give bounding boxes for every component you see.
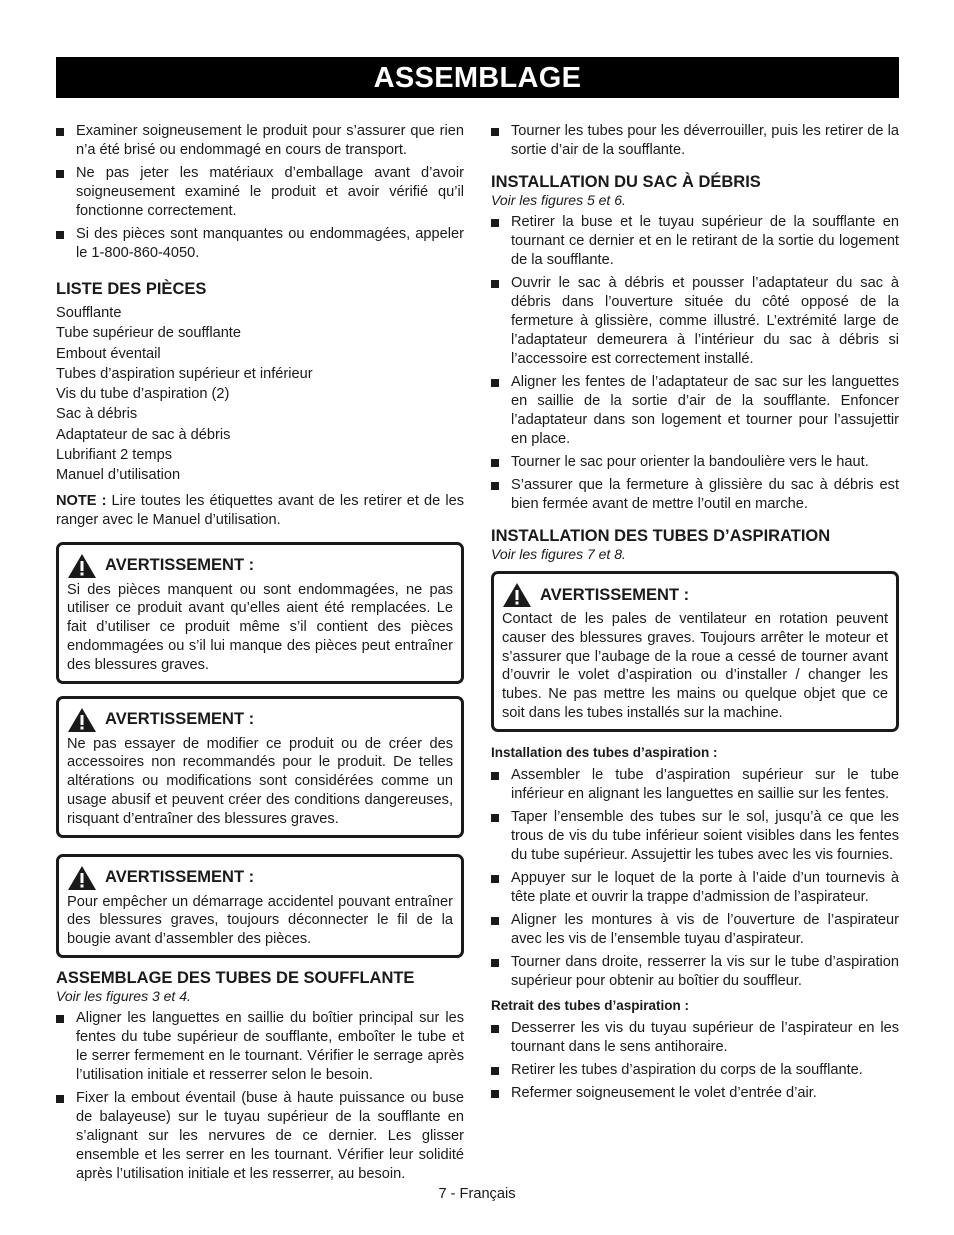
parts-item: Sac à débris <box>56 406 138 423</box>
warning-header <box>67 865 453 891</box>
removal-bullets <box>491 1019 899 1103</box>
figure-reference: Voir les figures 3 et 4. <box>56 988 191 1005</box>
warning-box <box>56 854 464 958</box>
bag-heading: INSTALLATION DU SAC À DÉBRIS <box>491 173 761 191</box>
warning-triangle-icon <box>502 582 532 608</box>
parts-heading: LISTE DES PIÈCES <box>56 280 207 298</box>
warning-triangle-icon <box>67 553 97 579</box>
install-bullets <box>491 766 899 991</box>
list-item: Appuyer sur le loquet de la porte à l’aide d’un tournevis à tête plate et ouvrir la trappe d’admission de l’aspirateur. <box>491 869 899 907</box>
list-item: Tourner les tubes pour les déverrouiller, puis les retirer de la sortie d’air de la soufflante. <box>491 122 899 160</box>
warning-title: AVERTISSEMENT : <box>540 585 690 604</box>
parts-item: Lubrifiant 2 temps <box>56 447 173 464</box>
vacuum-heading: INSTALLATION DES TUBES D’ASPIRATION <box>491 527 831 545</box>
figure-reference: Voir les figures 5 et 6. <box>491 192 626 208</box>
parts-list <box>56 303 464 486</box>
top-bullets <box>491 122 899 160</box>
list-item: Aligner les languettes en saillie du boîtier principal sur les fentes du tube supérieur de soufflante, emboîter le tube et le serrer fermement en le tournant. Vérifier le serrage après l’utilisation initiale et resserrer selon le besoin. <box>56 1009 464 1085</box>
install-subheading: Installation des tubes d’aspiration : <box>491 744 718 760</box>
list-item: Fixer la embout éventail (buse à haute puissance ou buse de balayeuse) sur le tuyau supérieur de la soufflante en s’alignant sur les nervures de ce dernier. Les glisser ensemble et les serrer en les tournant. Vérifier leur solidité après l’utilisation initiale et les resserrer, au besoin. <box>56 1089 464 1184</box>
list-item: Tourner le sac pour orienter la bandoulière vers le haut. <box>491 453 899 472</box>
list-item: Tourner dans droite, resserrer la vis sur le tube d’aspiration supérieur pour obtenir au boîtier du souffleur. <box>491 953 899 991</box>
parts-item: Vis du tube d’aspiration (2) <box>56 386 230 403</box>
warning-text: Si des pièces manquent ou sont endommagées, ne pas utiliser ce produit avant qu’elles aient été remplacées. Le fait d’utiliser ce produit même s’il contient des pièces endommagées ou s’il lui manque des pièces peut entraîner des blessures graves. <box>67 581 453 673</box>
parts-item: Adaptateur de sac à débris <box>56 426 231 443</box>
warning-box <box>491 571 899 732</box>
right-column <box>491 122 899 1107</box>
note-text: Lire toutes les étiquettes avant de les retirer et de les ranger avec le Manuel d’utilisation. <box>56 492 464 528</box>
removal-subheading: Retrait des tubes d’aspiration : <box>491 997 690 1013</box>
parts-item: Tubes d’aspiration supérieur et inférieur <box>56 365 313 382</box>
list-item: Refermer soigneusement le volet d’entrée d’air. <box>491 1084 899 1103</box>
blower-heading: ASSEMBLAGE DES TUBES DE SOUFFLANTE <box>56 969 415 988</box>
list-item: Assembler le tube d’aspiration supérieur sur le tube inférieur en alignant les languettes en saillie sur les fentes. <box>491 766 899 804</box>
warning-title: AVERTISSEMENT : <box>105 710 255 729</box>
note-paragraph <box>56 492 464 530</box>
warning-triangle-icon <box>67 707 97 733</box>
list-item: Taper l’ensemble des tubes sur le sol, jusqu’à ce que les trous de vis du tube inférieur soient visibles dans les fentes du tube supérieur. Assujettir les tubes avec les vis fournies. <box>491 808 899 865</box>
warning-box <box>56 696 464 838</box>
parts-item: Embout éventail <box>56 345 161 362</box>
list-item: Examiner soigneusement le produit pour s’assurer que rien n’a été brisé ou endommagé en cours de transport. <box>56 122 464 160</box>
warning-header <box>502 582 888 608</box>
page-footer: 7 - Français <box>438 1186 516 1202</box>
left-column <box>56 122 464 1188</box>
warning-text: Pour empêcher un démarrage accidentel pouvant entraîner des blessures graves, toujours déconnecter le fil de la bougie avant d’assembler des pièces. <box>67 893 453 948</box>
list-item: Aligner les fentes de l’adaptateur de sac sur les languettes en saillie de la sortie d’air de la soufflante. Enfoncer l’adaptateur dans son logement et tourner pour l’assujettir en place. <box>491 373 899 449</box>
list-item: Aligner les montures à vis de l’ouverture de l’aspirateur avec les vis de l’ensemble tuyau d’aspirateur. <box>491 911 899 949</box>
list-item: Desserrer les vis du tuyau supérieur de l’aspirateur en les tournant dans le sens antihoraire. <box>491 1019 899 1057</box>
note-label: NOTE : <box>56 492 107 509</box>
list-item: Retirer les tubes d’aspiration du corps de la soufflante. <box>491 1061 899 1080</box>
warning-title: AVERTISSEMENT : <box>105 868 255 887</box>
blower-bullets <box>56 1009 464 1184</box>
list-item: Si des pièces sont manquantes ou endommagées, appeler le 1-800-860-4050. <box>56 225 464 263</box>
warning-header <box>67 707 453 733</box>
warning-box <box>56 542 464 684</box>
warning-text: Ne pas essayer de modifier ce produit ou de créer des accessoires non recommandés pour le produit. De telles altérations ou modifications sont considérées comme un usage abusif et peuvent créer des conditions dangereuses, risquant d’entraîner des blessures graves. <box>67 735 453 827</box>
list-item: Ouvrir le sac à débris et pousser l’adaptateur du sac à débris dans l’ouverture située du côté opposé de la fermeture à glissière, comme illustré. L’extrémité large de l’adaptateur demeurera à l’intérieur du sac à débris si l’accessoire est correctement installé. <box>491 274 899 369</box>
figure-reference: Voir les figures 7 et 8. <box>491 546 626 562</box>
warning-header <box>67 553 453 579</box>
warning-triangle-icon <box>67 865 97 891</box>
list-item: Retirer la buse et le tuyau supérieur de la soufflante en tournant ce dernier et en le retirant de la sortie du logement de la soufflante. <box>491 213 899 270</box>
list-item: Ne pas jeter les matériaux d’emballage avant d’avoir soigneusement examiné le produit et avoir vérifié qu’il fonctionne correctement. <box>56 164 464 221</box>
list-item: S’assurer que la fermeture à glissière du sac à débris est bien fermée avant de mettre l’outil en marche. <box>491 476 899 514</box>
warning-title: AVERTISSEMENT : <box>105 556 255 575</box>
bag-bullets <box>491 213 899 514</box>
parts-item: Tube supérieur de soufflante <box>56 325 241 342</box>
parts-item: Soufflante <box>56 305 122 321</box>
parts-item: Manuel d’utilisation <box>56 467 181 484</box>
warning-text: Contact de les pales de ventilateur en rotation peuvent causer des blessures graves. Toujours arrêter le moteur et s’assurer que l’aubage de la roue a cessé de tourner avant d’ouvrir le volet d’aspiration ou d’installer / changer les tubes. Ne pas mettre les mains ou quelque objet que ce soit dans les tubes installés sur la machine. <box>502 611 888 721</box>
page-title: ASSEMBLAGE <box>56 57 899 98</box>
intro-bullets <box>56 122 464 263</box>
